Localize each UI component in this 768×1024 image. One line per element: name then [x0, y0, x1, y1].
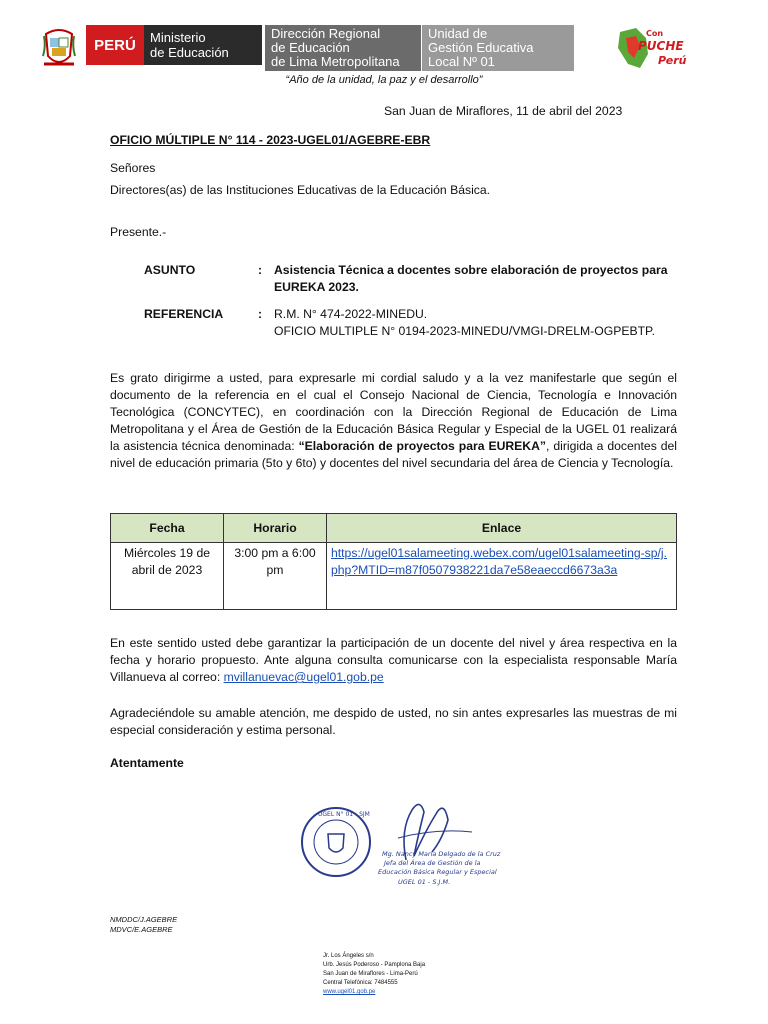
peru-map-logo-icon: [606, 24, 704, 72]
seal-text: UGEL N° 01 - SJM: [318, 811, 370, 818]
asunto-value: Asistencia Técnica a docentes sobre elaboración de proyectos para EUREKA 2023.: [274, 263, 668, 294]
cell-horario: 3:00 pm a 6:00 pm: [224, 543, 327, 610]
referencia-colon: :: [258, 307, 263, 321]
body-paragraph-3: Agradeciéndole su amable atención, me despido de usted, no sin antes expresarles las muestras de mi especial consideración y estima personal.: [110, 706, 677, 737]
address-line-3: San Juan de Miraflores - Lima-Perú: [323, 971, 418, 977]
body-paragraph-2: En este sentido usted debe garantizar la participación de un docente del nivel y área respectiva en la fecha y horario propuesto. Ante alguna consulta comunicarse con la especialista responsable María Villanueva al correo: mvillanuevac@ugel01.gob.pe: [110, 636, 677, 684]
oficio-number: OFICIO MÚLTIPLE N° 114 - 2023-UGEL01/AGEBRE-EBR: [110, 133, 431, 147]
signature-stamp: [296, 790, 501, 890]
schedule-table: [110, 513, 677, 610]
addressees: Directores(as) de las Instituciones Educativas de la Educación Básica.: [110, 183, 491, 197]
address-line-2: Urb. Jesús Poderoso - Pamplona Baja: [323, 962, 426, 968]
asunto-colon: :: [258, 263, 263, 277]
dre-label: Dirección Regional de Educación de Lima Metropolitana: [265, 25, 421, 71]
contact-email-link[interactable]: mvillanuevac@ugel01.gob.pe: [223, 670, 384, 684]
address-line-1: Jr. Los Ángeles s/n: [323, 953, 374, 959]
table-header-row: [111, 514, 677, 543]
asunto-label: ASUNTO: [144, 263, 196, 277]
stamp-name: Mg. Nancy María Delgado de la Cruz: [382, 850, 501, 858]
stamp-role-2: Educación Básica Regular y Especial: [378, 868, 497, 876]
body-paragraph-1: Es grato dirigirme a usted, para expresarle mi cordial saludo y a la vez manifestarle que según el documento de la referencia en el cual el Consejo Nacional de Ciencia, Tecnología e Innovación Tecnológica (CONCYTEC), en coordinación con la Dirección Regional de Educación de Lima Metropolitana y el Área de Gestión de la Educación Básica Regular y Especial de la UGEL 01 realizará la asistencia técnica denominada: “Elaboración de proyectos para EUREKA”, dirigida a docentes del nivel de educación primaria (5to y 6to) y docentes del nivel secundaria del área de Ciencia y Tecnología.: [110, 371, 678, 470]
header-fecha: Fecha: [111, 514, 224, 543]
letter-date: San Juan de Miraflores, 11 de abril del 2023: [384, 104, 623, 118]
logo-peru-text: Perú: [658, 54, 687, 67]
initials-1: NMDDC/J.AGEBRE: [110, 915, 178, 924]
referencia-label: REFERENCIA: [144, 307, 224, 321]
ugel-label: Unidad de Gestión Educativa Local Nº 01: [422, 25, 574, 71]
meeting-link[interactable]: https://ugel01salameeting.webex.com/ugel01salameeting-sp/j.php?MTID=m87f0507938221da7e58eaeccd6673a3a: [331, 546, 668, 577]
logo-con-text: Con: [646, 29, 664, 38]
header-horario: Horario: [224, 514, 327, 543]
stamp-role-1: Jefa del Área de Gestión de la: [384, 859, 481, 867]
closing: Atentamente: [110, 756, 184, 770]
cell-fecha: Miércoles 19 de abril de 2023: [111, 543, 224, 610]
peru-coat-of-arms-icon: [40, 26, 78, 70]
peru-label: PERÚ: [86, 25, 144, 65]
event-title: “Elaboración de proyectos para EUREKA”: [298, 439, 547, 453]
ministerio-label: Ministerio de Educación: [144, 25, 262, 65]
header-enlace: Enlace: [327, 514, 677, 543]
cell-enlace: [327, 543, 677, 610]
table-row: [111, 543, 677, 610]
logo-puche-text: PUCHE: [638, 39, 684, 53]
presente: Presente.-: [110, 225, 167, 239]
website-link[interactable]: www.ugel01.gob.pe: [323, 989, 376, 995]
address-line-4: Central Telefónica: 7484555: [323, 980, 398, 986]
salutation: Señores: [110, 161, 156, 175]
referencia-value: R.M. N° 474-2022-MINEDU. OFICIO MULTIPLE N° 0194-2023-MINEDU/VMGI-DRELM-OGPEBTP.: [274, 307, 655, 338]
initials-2: MDVC/E.AGEBRE: [110, 925, 173, 934]
stamp-role-3: UGEL 01 - S.J.M.: [398, 878, 451, 886]
year-motto: “Año de la unidad, la paz y el desarrollo”: [285, 74, 483, 86]
